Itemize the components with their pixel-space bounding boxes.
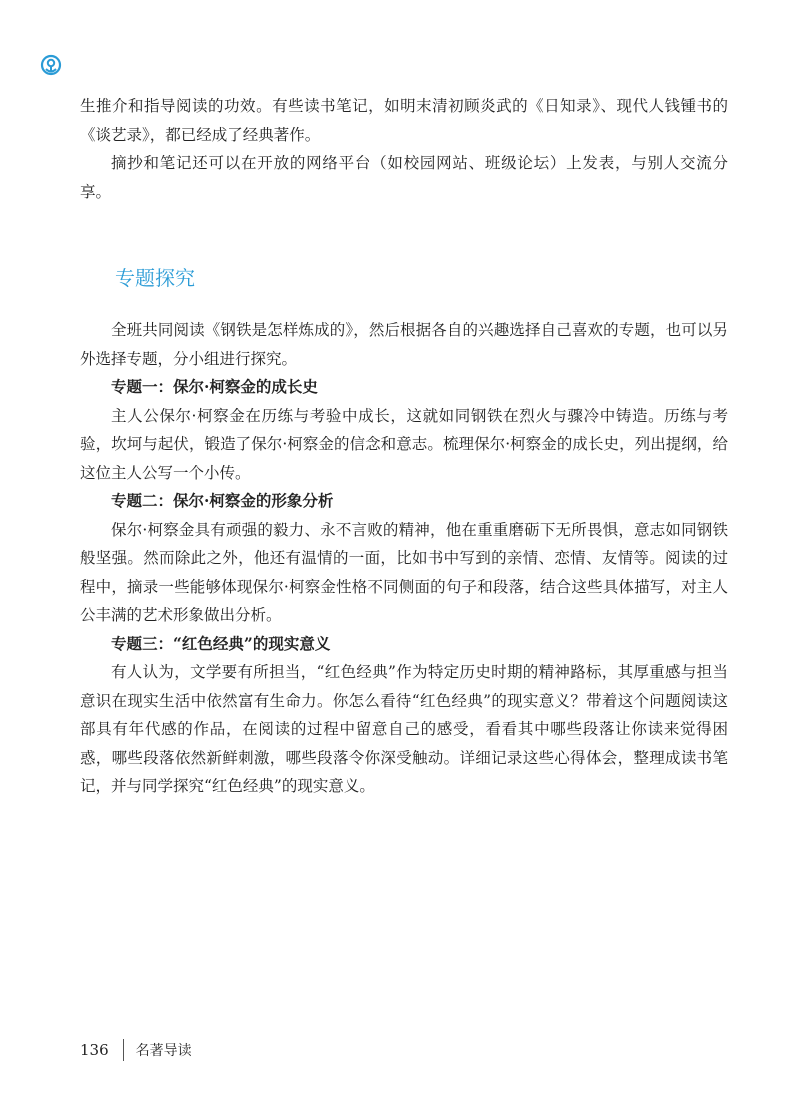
sharing-paragraph: 摘抄和笔记还可以在开放的网络平台（如校园网站、班级论坛）上发表，与别人交流分享。 xyxy=(80,154,728,201)
topic-2-body: 保尔·柯察金具有顽强的毅力、永不言败的精神，他在重重磨砺下无所畏惧，意志如同钢铁般坚强。然而除此之外，他还有温情的一面，比如书中写到的亲情、恋情、友情等。阅读的过程中，摘录一些能够体现保尔·柯察金性格不同侧面的句子和段落，结合这些具体描写，对主人公丰满的艺术形象做出分析。 xyxy=(80,520,728,624)
intro-paragraph: 全班共同阅读《钢铁是怎样炼成的》，然后根据各自的兴趣选择自己喜欢的专题，也可以另外选择专题，分小组进行探究。 xyxy=(80,321,728,368)
top-text-block xyxy=(80,92,728,206)
section-title: 专题探究 xyxy=(115,266,195,290)
topic-1-body: 主人公保尔·柯察金在历练与考验中成长，这就如同钢铁在烈火与骤冷中铸造。历练与考验，坎坷与起伏，锻造了保尔·柯察金的信念和意志。梳理保尔·柯察金的成长史，列出提纲，给这位主人公写一个小传。 xyxy=(80,406,728,482)
topic-2-heading: 专题二：保尔·柯察金的形象分析 xyxy=(111,491,334,510)
footer-divider xyxy=(123,1039,124,1061)
topic-3-heading: 专题三：“红色经典”的现实意义 xyxy=(111,633,331,653)
blue-circle-emblem-icon xyxy=(40,54,62,76)
topic-1-heading: 专题一：保尔·柯察金的成长史 xyxy=(111,377,318,396)
topics-text-block xyxy=(80,316,728,801)
page-footer xyxy=(80,1038,192,1062)
continued-paragraph: 生推介和指导阅读的功效。有些读书笔记，如明末清初顾炎武的《日知录》、现代人钱锺书的《谈艺录》，都已经成了经典著作。 xyxy=(80,97,728,144)
topic-3-body: 有人认为，文学要有所担当，“红色经典”作为特定历史时期的精神路标，其厚重感与担当意识在现实生活中依然富有生命力。你怎么看待“红色经典”的现实意义？带着这个问题阅读这部具有年代感的作品，在阅读的过程中留意自己的感受，看看其中哪些段落让你读来觉得困惑，哪些段落依然新鲜刺激，哪些段落令你深受触动。详细记录这些心得体会，整理成读书笔记，并与同学探究“红色经典”的现实意义。 xyxy=(80,663,728,795)
page-number: 136 xyxy=(80,1041,109,1059)
book-title: 名著导读 xyxy=(135,1043,192,1059)
